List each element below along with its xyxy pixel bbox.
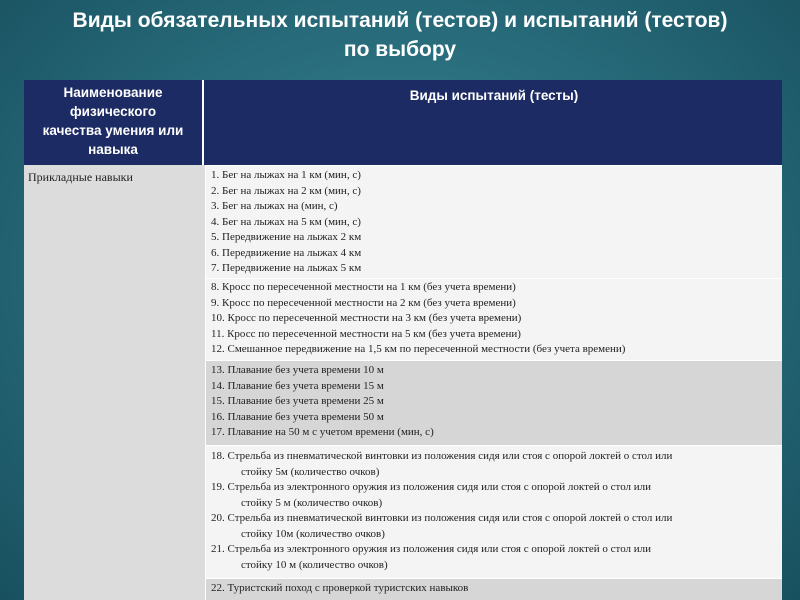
title-line-1: Виды обязательных испытаний (тестов) и испытаний (тестов) bbox=[72, 9, 728, 32]
list-item bbox=[206, 542, 782, 573]
test-group-swimming bbox=[206, 360, 782, 445]
list-item bbox=[206, 480, 782, 511]
table-header bbox=[24, 80, 782, 165]
slide-title bbox=[0, 6, 800, 64]
header-text: Наименование bbox=[63, 85, 163, 100]
list-item: 3. Бег на лыжах на (мин, с) bbox=[211, 200, 338, 212]
list-item-text: 18. Стрельба из пневматической винтовки из положения сидя или стоя с опорой локтей о стол или bbox=[211, 450, 673, 462]
list-item: 9. Кросс по пересеченной местности на 2 км (без учета времени) bbox=[211, 296, 516, 309]
list-item: 7. Передвижение на лыжах 5 км bbox=[211, 262, 362, 274]
list-item: 4. Бег на лыжах на 5 км (мин, с) bbox=[211, 215, 361, 228]
list-item: 16. Плавание без учета времени 50 м bbox=[211, 410, 384, 423]
list-item-continuation: стойку 10м (количество очков) bbox=[241, 527, 385, 540]
list-item-continuation: стойку 5 м (количество очков) bbox=[241, 496, 383, 509]
list-item-continuation: стойку 10 м (количество очков) bbox=[241, 558, 388, 571]
test-group-hiking bbox=[206, 578, 782, 600]
header-quality-name bbox=[24, 80, 204, 165]
list-item-text: 19. Стрельба из электронного оружия из положения сидя или стоя с опорой локтей о стол или bbox=[211, 481, 652, 493]
test-group-shooting bbox=[206, 445, 782, 578]
skill-label: Прикладные навыки bbox=[28, 170, 133, 184]
test-group-skiing bbox=[206, 165, 782, 278]
list-item-text: 20. Стрельба из пневматической винтовки из положения сидя или стоя с опорой локтей о стол или bbox=[211, 512, 673, 524]
list-item: 10. Кросс по пересеченной местности на 3 км (без учета времени) bbox=[211, 312, 522, 324]
list-item: 11. Кросс по пересеченной местности на 5 км (без учета времени) bbox=[211, 327, 521, 340]
list-item: 5. Передвижение на лыжах 2 км bbox=[211, 231, 362, 243]
header-test-types: Виды испытаний (тесты) bbox=[409, 88, 579, 103]
tests-table bbox=[24, 80, 782, 600]
list-item: 6. Передвижение на лыжах 4 км bbox=[211, 246, 362, 259]
list-item: 8. Кросс по пересеченной местности на 1 км (без учета времени) bbox=[211, 281, 516, 293]
list-item-text: 21. Стрельба из электронного оружия из положения сидя или стоя с опорой локтей о стол или bbox=[211, 543, 652, 555]
list-item: 14. Плавание без учета времени 15 м bbox=[211, 379, 384, 392]
header-text: физического bbox=[69, 104, 157, 119]
list-item: 1. Бег на лыжах на 1 км (мин, с) bbox=[211, 169, 361, 181]
list-item: 15. Плавание без учета времени 25 м bbox=[211, 395, 384, 407]
test-group-cross-country bbox=[206, 278, 782, 360]
list-item-continuation: стойку 5м (количество очков) bbox=[241, 465, 380, 478]
header-text: навыка bbox=[88, 142, 138, 157]
list-item: 12. Смешанное передвижение на 1,5 км по пересеченной местности (без учета времени) bbox=[211, 343, 626, 355]
list-item: 2. Бег на лыжах на 2 км (мин, с) bbox=[211, 184, 361, 197]
title-line-2: по выбору bbox=[343, 38, 457, 61]
skill-cell bbox=[24, 165, 206, 600]
list-item: 13. Плавание без учета времени 10 м bbox=[211, 364, 384, 376]
header-text: качества умения или bbox=[42, 123, 184, 138]
list-item bbox=[206, 511, 782, 542]
list-item: 17. Плавание на 50 м с учетом времени (мин, с) bbox=[211, 426, 434, 438]
list-item: 22. Туристский поход с проверкой туристских навыков bbox=[211, 582, 469, 594]
list-item bbox=[206, 449, 782, 480]
